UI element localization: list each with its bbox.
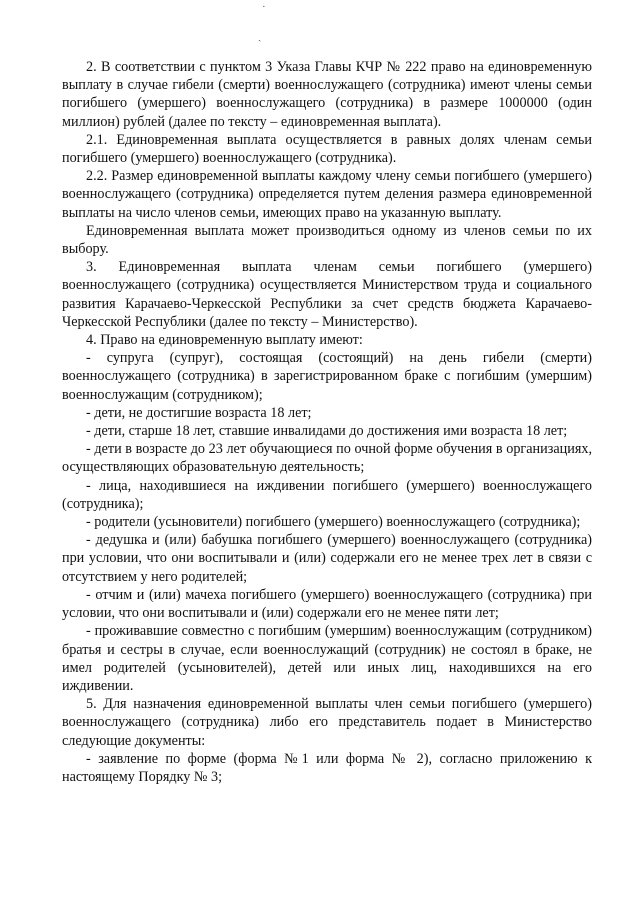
paragraph-4: 4. Право на единовременную выплату имеют: xyxy=(86,332,363,349)
list-item-parents: - родители (усыновители) погибшего (умершего) военнослужащего (сотрудника); xyxy=(86,514,581,531)
list-item-siblings: - проживавшие совместно с погибшим (умершим) военнослужащим (сотрудником) братья и сестры в случае, если военнослужащий (сотрудник) не состоял в браке, не имел родителей (усыновителей), детей или иных лиц, находившихся на его иждивении. xyxy=(62,623,592,694)
list-item-children-under-18: - дети, не достигшие возраста 18 лет; xyxy=(86,404,312,421)
paragraph-2-1: 2.1. Единовременная выплата осуществляется в равных долях членам семьи погибшего (умершего) военнослужащего (сотрудника). xyxy=(62,131,592,167)
list-item-disabled-children: - дети, старше 18 лет, ставшие инвалидами до достижения ими возраста 18 лет; xyxy=(86,423,568,440)
list-item-stepparents: - отчим и (или) мачеха погибшего (умершего) военнослужащего (сотрудника) при условии, что они воспитывали и (или) содержали его не менее пяти лет; xyxy=(62,586,592,622)
list-item-students: - дети в возрасте до 23 лет обучающиеся по очной форме обучения в организациях, осуществляющих образовательную деятельность; xyxy=(62,441,592,476)
list-item-grandparents: - дедушка и (или) бабушка погибшего (умершего) военнослужащего (сотрудника) при условии, что они воспитывали и (или) содержали его не менее трех лет в связи с отсутствием у него родителей; xyxy=(62,532,592,585)
paragraph-3: 3. Единовременная выплата членам семьи погибшего (умершего) военнослужащего (сотрудника) осуществляется Министерством труда и социального развития Карачаево-Черкесской Республики за счет средств бюджета Карачаево-Черкесской Республики (далее по тексту – Министерство). xyxy=(62,259,592,330)
list-item-spouse: - супруга (супруг), состоящая (состоящий) на день гибели (смерти) военнослужащего (сотрудника) в зарегистрированном браке с погибшим (умершим) военнослужащим (сотрудником); xyxy=(62,350,592,403)
paragraph-2: 2. В соответствии с пунктом 3 Указа Главы КЧР № 222 право на единовременную выплату в случае гибели (смерти) военнослужащего (сотрудника) имеют члены семьи погибшего (умершего) военнослужащего (сотрудника) в размере 1000000 (один миллион) рублей (далее по тексту – единовременная выплата). xyxy=(62,59,592,130)
list-item-dependents: - лица, находившиеся на иждивении погибшего (умершего) военнослужащего (сотрудника); xyxy=(62,477,592,512)
paragraph-2-2: 2.2. Размер единовременной выплаты каждому члену семьи погибшего (умершего) военнослужащего (сотрудника) определяется путем деления размера единовременной выплаты на число членов семьи, имеющих право на указанную выплату. xyxy=(62,168,592,221)
document-body xyxy=(62,58,592,786)
list-item-application: - заявление по форме (форма №1 или форма № 2), согласно приложению к настоящему Порядку № 3; xyxy=(62,750,592,785)
scan-tick-mark: ˎ xyxy=(258,31,262,42)
scan-speck: · xyxy=(262,1,266,13)
paragraph-2-2-note: Единовременная выплата может производиться одному из членов семьи по их выбору. xyxy=(62,222,592,258)
paragraph-5: 5. Для назначения единовременной выплаты член семьи погибшего (умершего) военнослужащего (сотрудника) либо его представитель подает в Министерство следующие документы: xyxy=(62,696,592,749)
